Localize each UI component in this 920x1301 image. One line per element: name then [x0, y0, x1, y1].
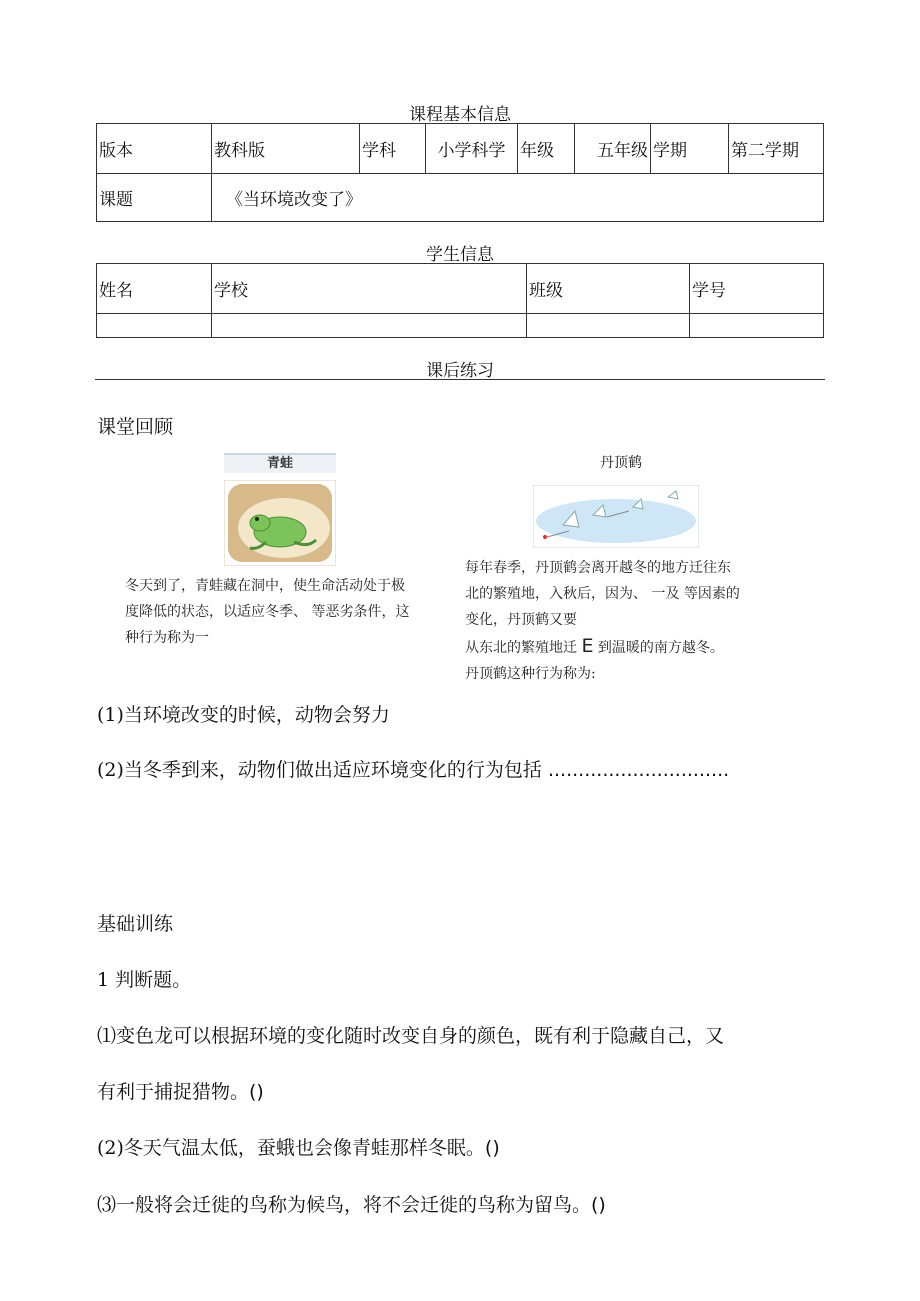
- crane-text-line-2: 北的繁殖地，入秋后，因为、 一及 等因素的: [465, 586, 740, 602]
- crane-mark: E: [581, 635, 594, 657]
- crane-text-line-3: 变化，丹顶鹤又要: [465, 612, 577, 628]
- judge-item-1-num: ⑴: [97, 1025, 117, 1047]
- review-question-1-num: (1): [97, 704, 124, 726]
- cell-name-label: 姓名: [97, 264, 212, 314]
- judge-item-2: [97, 1133, 500, 1160]
- cell-grade-value: 五年级: [575, 124, 651, 174]
- cell-subject-label: 学科: [360, 124, 426, 174]
- cell-name-value[interactable]: [97, 314, 212, 338]
- cell-school-label: 学校: [212, 264, 527, 314]
- frog-image: [224, 480, 336, 566]
- judge-item-3-line1: 一般将会迁徙的鸟称为候鸟，将不会迁徙的鸟称为留鸟。(): [116, 1194, 606, 1216]
- judge-item-2-num: (2): [97, 1137, 124, 1159]
- judge-item-2-line1: 冬天气温太低，蚕蛾也会像青蛙那样冬眠。(): [123, 1137, 500, 1159]
- cell-class-label: 班级: [527, 264, 690, 314]
- judge-item-3-num: ⑶: [97, 1194, 117, 1216]
- cell-school-value[interactable]: [212, 314, 527, 338]
- crane-label: 丹顶鹤: [600, 455, 642, 471]
- frog-text-line-3: 种行为称为一: [125, 630, 209, 646]
- review-question-2-num: (2): [97, 759, 124, 781]
- judge-title: [97, 965, 191, 992]
- crane-text-line-5: 丹顶鹤这种行为称为:: [465, 666, 596, 682]
- review-heading: 课堂回顾: [97, 416, 174, 438]
- student-info-heading: 学生信息: [426, 245, 494, 265]
- frog-text: [125, 573, 445, 651]
- crane-text-line-4a: 从东北的繁殖地迁: [465, 640, 577, 656]
- student-info-table: [96, 263, 824, 338]
- review-question-2: [97, 755, 729, 782]
- frog-text-line-2: 度降低的状态，以适应冬季、 等恶劣条件，这: [125, 604, 410, 620]
- review-question-1: [97, 700, 390, 727]
- cell-edition-label: 版本: [97, 124, 212, 174]
- basic-heading: 基础训练: [97, 913, 174, 935]
- homework-divider: [95, 379, 825, 380]
- cell-topic-label: 课题: [97, 174, 212, 222]
- crane-text-line-4: [465, 633, 785, 661]
- cell-id-value[interactable]: [690, 314, 824, 338]
- homework-heading: 课后练习: [426, 361, 494, 381]
- judge-title-text: 判断题。: [115, 969, 192, 991]
- frog-label: 青蛙: [266, 456, 293, 471]
- judge-item-1: [97, 1021, 724, 1048]
- crane-text: [465, 555, 785, 687]
- review-question-1-text: 当环境改变的时候，动物会努力: [123, 704, 390, 726]
- crane-text-line-1: 每年春季，丹顶鹤会离开越冬的地方迁往东: [465, 560, 731, 576]
- judge-number: 1: [97, 969, 110, 991]
- cell-edition-value: 教科版: [212, 124, 360, 174]
- frog-text-line-1: 冬天到了，青蛙藏在洞中，使生命活动处于极: [125, 578, 405, 594]
- cell-id-label: 学号: [690, 264, 824, 314]
- course-info-table: [96, 123, 824, 222]
- judge-item-3: [97, 1190, 606, 1217]
- cell-class-value[interactable]: [527, 314, 690, 338]
- cell-subject-value: 小学科学: [426, 124, 518, 174]
- cell-term-label: 学期: [651, 124, 729, 174]
- review-question-2-text: 当冬季到来，动物们做出适应环境变化的行为包括 ..............................: [123, 759, 730, 781]
- frog-label-bar: [224, 453, 336, 473]
- crane-text-line-4b: 到温暖的南方越冬。: [597, 640, 724, 656]
- course-info-heading: 课程基本信息: [409, 105, 511, 125]
- judge-item-1-cont: 有利于捕捉猎物。(): [97, 1081, 264, 1103]
- cell-term-value: 第二学期: [729, 124, 824, 174]
- cell-topic-value: 《当环境改变了》: [212, 174, 824, 222]
- cell-grade-label: 年级: [518, 124, 575, 174]
- judge-item-1-line1: 变色龙可以根据环境的变化随时改变自身的颜色，既有利于隐藏自己，又: [116, 1025, 725, 1047]
- crane-image: [533, 485, 699, 548]
